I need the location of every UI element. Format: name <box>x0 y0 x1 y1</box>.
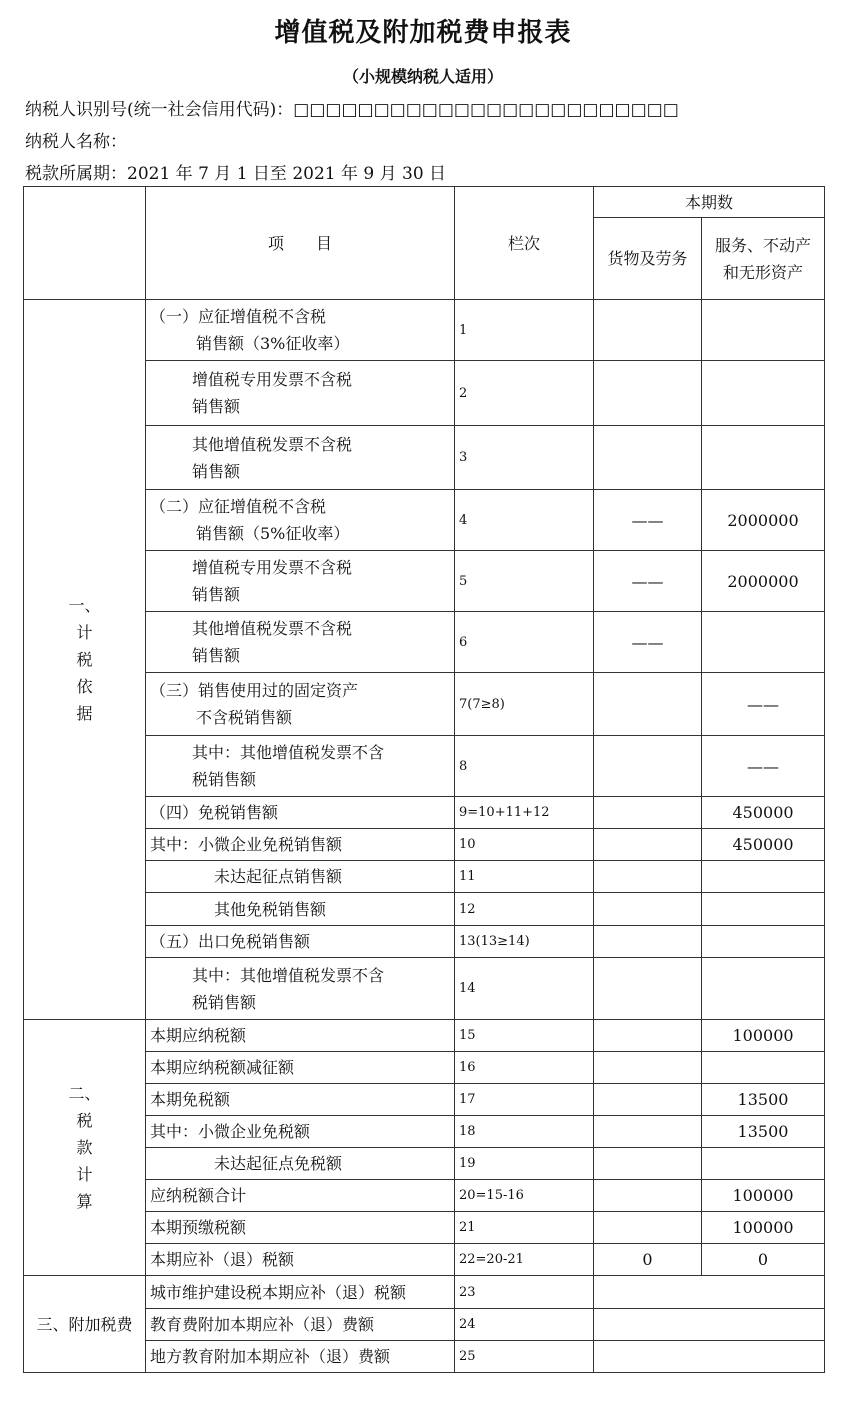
row-goods-value <box>594 1148 702 1180</box>
taxpayer-id-line: 纳税人识别号(统一社会信用代码)：□□□□□□□□□□□□□□□□□□□□□□□□ <box>25 100 679 120</box>
section-1-char: 税 <box>76 650 93 669</box>
section-2-char: 税 <box>76 1111 93 1130</box>
row-item: 未达起征点销售额 <box>146 861 455 893</box>
row-services-value <box>702 426 825 490</box>
row-services-value: 450000 <box>702 797 825 829</box>
section-1-char: 依 <box>76 677 93 696</box>
header-item: 项 目 <box>146 187 455 300</box>
tax-period-line: 税款所属期：2021 年 7 月 1 日至 2021 年 9 月 30 日 <box>25 164 447 184</box>
row-line: 9=10+11+12 <box>455 797 594 829</box>
row-services-value <box>702 300 825 361</box>
row-item: 增值税专用发票不含税 销售额 <box>146 361 455 426</box>
row-item: （二）应征增值税不含税 销售额（5%征收率） <box>146 490 455 551</box>
row-services-value <box>702 1148 825 1180</box>
header-blank-cell <box>24 187 146 300</box>
row-services-value <box>702 1052 825 1084</box>
row-item: 本期应纳税额 <box>146 1020 455 1052</box>
row-line: 12 <box>455 893 594 926</box>
row-line: 22=20-21 <box>455 1244 594 1276</box>
row-goods-value <box>594 1116 702 1148</box>
row-goods-value: —— <box>594 612 702 673</box>
row-line: 4 <box>455 490 594 551</box>
row-line: 14 <box>455 958 594 1020</box>
row-line: 6 <box>455 612 594 673</box>
row-goods-value: —— <box>594 490 702 551</box>
row-services-value: 450000 <box>702 829 825 861</box>
row-goods-value <box>594 1084 702 1116</box>
row-item: 其中：其他增值税发票不含 税销售额 <box>146 736 455 797</box>
row-line: 16 <box>455 1052 594 1084</box>
row-services-value <box>702 861 825 893</box>
section-2-char: 款 <box>76 1138 93 1157</box>
row-goods-value <box>594 797 702 829</box>
row-item: （五）出口免税销售额 <box>146 926 455 958</box>
row-services-value: 0 <box>702 1244 825 1276</box>
row-goods-value <box>594 1020 702 1052</box>
row-line: 19 <box>455 1148 594 1180</box>
header-current-period: 本期数 <box>594 187 825 218</box>
row-item: 增值税专用发票不含税 销售额 <box>146 551 455 612</box>
header-line: 栏次 <box>455 187 594 300</box>
row-item: 未达起征点免税额 <box>146 1148 455 1180</box>
row-line: 23 <box>455 1276 594 1309</box>
row-goods-value <box>594 1212 702 1244</box>
row-item: （一）应征增值税不含税 销售额（3%征收率） <box>146 300 455 361</box>
section-1-char: 计 <box>76 623 93 642</box>
row-goods-value <box>594 300 702 361</box>
row-goods-value <box>594 926 702 958</box>
row-line: 17 <box>455 1084 594 1116</box>
row-services-value <box>702 361 825 426</box>
header-goods: 货物及劳务 <box>594 218 702 300</box>
row-services-value: —— <box>702 736 825 797</box>
row-line: 18 <box>455 1116 594 1148</box>
row-item: 本期预缴税额 <box>146 1212 455 1244</box>
row-goods-value <box>594 1180 702 1212</box>
row-goods-value <box>594 829 702 861</box>
row-services-value: 100000 <box>702 1212 825 1244</box>
form-title: 增值税及附加税费申报表 <box>274 18 572 48</box>
row-fee-value <box>594 1309 825 1341</box>
declaration-table <box>23 186 825 1373</box>
row-services-value: 13500 <box>702 1084 825 1116</box>
section-1-char: 据 <box>76 704 93 723</box>
row-line: 1 <box>455 300 594 361</box>
row-line: 7(7≥8) <box>455 673 594 736</box>
row-line: 21 <box>455 1212 594 1244</box>
row-goods-value: 0 <box>594 1244 702 1276</box>
row-services-value <box>702 926 825 958</box>
row-line: 20=15-16 <box>455 1180 594 1212</box>
row-goods-value <box>594 673 702 736</box>
row-item: 其他增值税发票不含税 销售额 <box>146 612 455 673</box>
row-goods-value <box>594 1052 702 1084</box>
section-2-char: 二、 <box>68 1084 101 1103</box>
row-item: 地方教育附加本期应补（退）费额 <box>146 1341 455 1373</box>
row-line: 10 <box>455 829 594 861</box>
row-services-value <box>702 612 825 673</box>
row-goods-value <box>594 958 702 1020</box>
row-line: 15 <box>455 1020 594 1052</box>
row-line: 5 <box>455 551 594 612</box>
row-item: 教育费附加本期应补（退）费额 <box>146 1309 455 1341</box>
section-1-char: 一、 <box>68 596 101 615</box>
row-line: 13(13≥14) <box>455 926 594 958</box>
row-line: 8 <box>455 736 594 797</box>
row-item: 城市维护建设税本期应补（退）税额 <box>146 1276 455 1309</box>
header-services-line1: 服务、不动产 <box>715 235 812 255</box>
row-item: 其中：小微企业免税销售额 <box>146 829 455 861</box>
section-2-char: 算 <box>76 1192 93 1211</box>
row-line: 3 <box>455 426 594 490</box>
row-item: 其中：其他增值税发票不含 税销售额 <box>146 958 455 1020</box>
section-2-label <box>24 1020 146 1276</box>
row-goods-value <box>594 426 702 490</box>
row-fee-value <box>594 1276 825 1309</box>
header-services <box>702 218 825 300</box>
section-3-label: 三、附加税费 <box>24 1276 146 1373</box>
row-line: 25 <box>455 1341 594 1373</box>
row-line: 11 <box>455 861 594 893</box>
row-fee-value <box>594 1341 825 1373</box>
row-item: 其中：小微企业免税额 <box>146 1116 455 1148</box>
row-goods-value <box>594 736 702 797</box>
row-services-value <box>702 958 825 1020</box>
row-goods-value: —— <box>594 551 702 612</box>
row-item: 本期应纳税额减征额 <box>146 1052 455 1084</box>
row-item: 应纳税额合计 <box>146 1180 455 1212</box>
row-item: 其他免税销售额 <box>146 893 455 926</box>
section-1-label <box>24 300 146 1020</box>
row-services-value: 2000000 <box>702 490 825 551</box>
header-services-line2: 和无形资产 <box>723 262 804 282</box>
row-services-value: 100000 <box>702 1180 825 1212</box>
row-goods-value <box>594 861 702 893</box>
row-services-value <box>702 893 825 926</box>
row-goods-value <box>594 893 702 926</box>
section-2-char: 计 <box>76 1165 93 1184</box>
row-services-value: 2000000 <box>702 551 825 612</box>
row-services-value: 13500 <box>702 1116 825 1148</box>
row-item: 本期应补（退）税额 <box>146 1244 455 1276</box>
form-subtitle: （小规模纳税人适用） <box>342 67 503 86</box>
taxpayer-name-line: 纳税人名称： <box>25 132 127 152</box>
row-goods-value <box>594 361 702 426</box>
row-line: 24 <box>455 1309 594 1341</box>
row-item: （四）免税销售额 <box>146 797 455 829</box>
row-line: 2 <box>455 361 594 426</box>
row-services-value: 100000 <box>702 1020 825 1052</box>
row-item: 其他增值税发票不含税 销售额 <box>146 426 455 490</box>
row-item: （三）销售使用过的固定资产 不含税销售额 <box>146 673 455 736</box>
row-services-value: —— <box>702 673 825 736</box>
row-item: 本期免税额 <box>146 1084 455 1116</box>
